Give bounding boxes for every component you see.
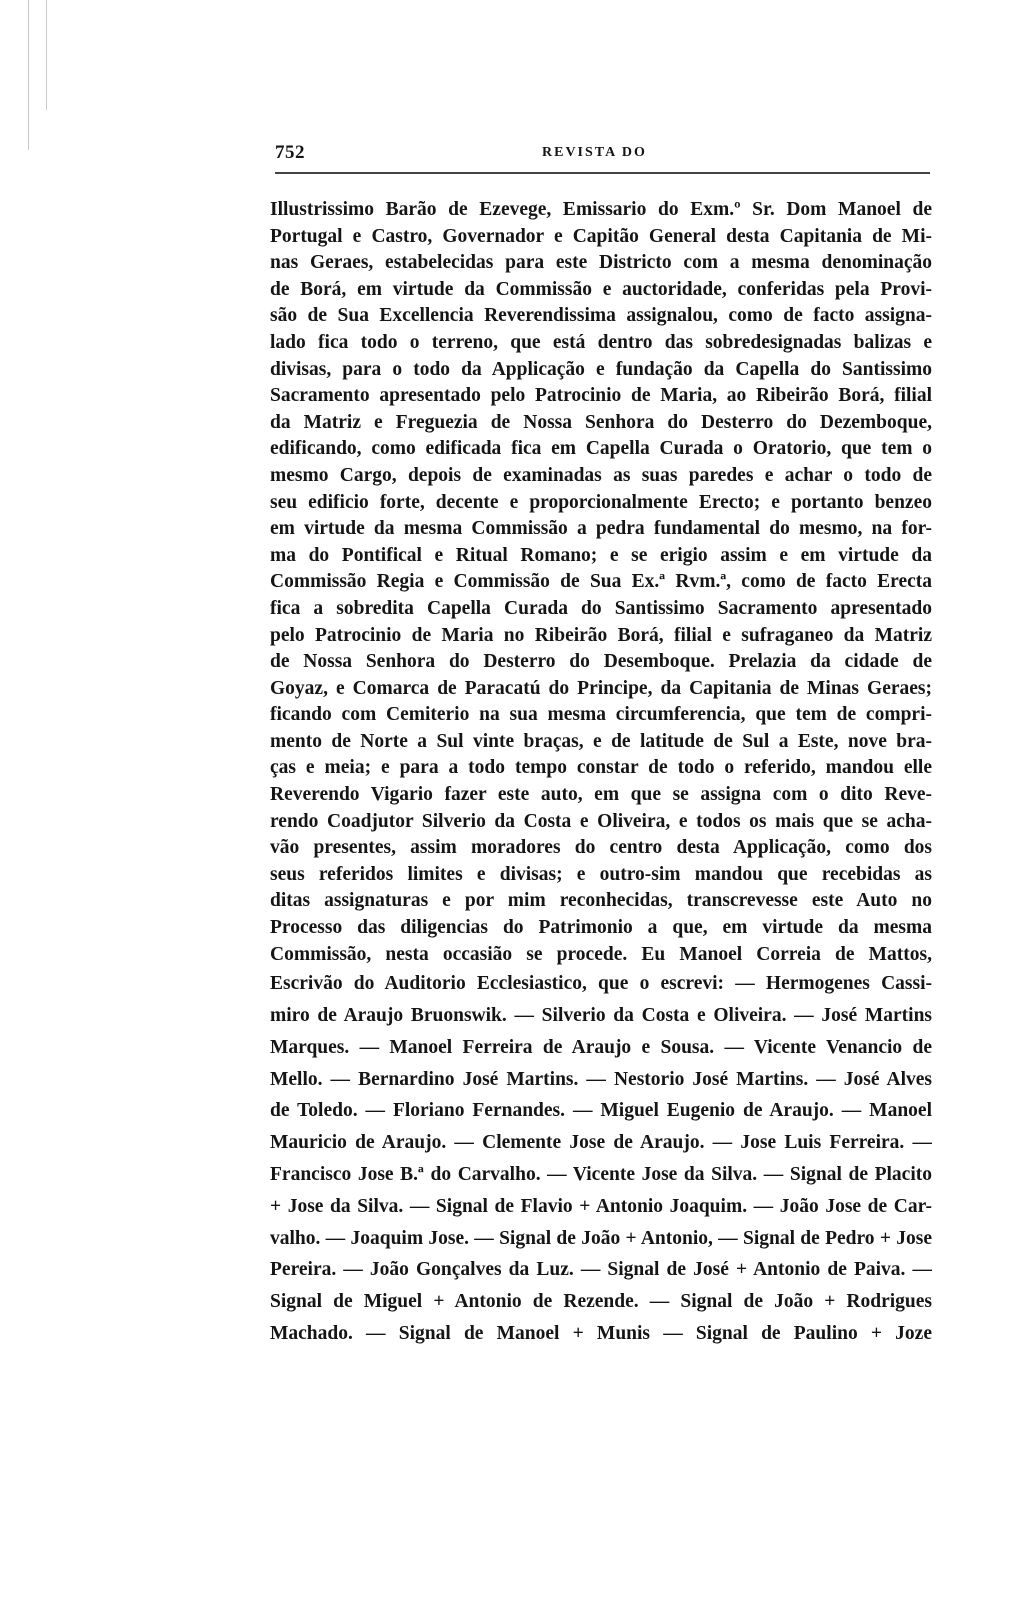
- text-line: pelo Patrocinio de Maria no Ribeirão Borá, filial e sufraganeo da Matriz: [270, 624, 932, 646]
- text-line: vão presentes, assim moradores do centro desta Applicação, como dos: [270, 837, 932, 859]
- text-line: nas Geraes, estabelecidas para este Districto com a mesma denominação: [270, 252, 932, 274]
- running-title: REVISTA DO: [542, 145, 647, 160]
- text-line: Commissão Regia e Commissão de Sua Ex.ª Rvm.ª, como de facto Erecta: [270, 571, 932, 593]
- header-rule: [275, 172, 930, 174]
- text-line: Commissão, nesta occasião se procede. Eu Manoel Correia de Mattos,: [270, 943, 932, 965]
- text-line: de Borá, em virtude da Commissão e auctoridade, conferidas pela Provi-: [270, 278, 932, 300]
- text-line: Escrivão do Auditorio Ecclesiastico, que o escrevi: — Hermogenes Cassi-: [270, 973, 932, 995]
- text-line: lado fica todo o terreno, que está dentro das sobredesignadas balizas e: [270, 331, 932, 353]
- text-line: miro de Araujo Bruonswik. — Silverio da Costa e Oliveira. — José Martins: [270, 1005, 932, 1027]
- text-line: de Nossa Senhora do Desterro do Desemboque. Prelazia da cidade de: [270, 651, 932, 673]
- text-line: Goyaz, e Comarca de Paracatú do Principe, da Capitania de Minas Geraes;: [270, 677, 932, 699]
- text-line: valho. — Joaquim Jose. — Signal de João + Antonio, — Signal de Pedro + Jose: [270, 1227, 932, 1249]
- text-line: ficando com Cemiterio na sua mesma circumferencia, que tem de compri-: [270, 704, 932, 726]
- text-line: Sacramento apresentado pelo Patrocinio de Maria, ao Ribeirão Borá, filial: [270, 385, 932, 407]
- text-line: ditas assignaturas e por mim reconhecidas, transcrevesse este Auto no: [270, 890, 932, 912]
- text-line: de Toledo. — Floriano Fernandes. — Miguel Eugenio de Araujo. — Manoel: [270, 1100, 932, 1122]
- text-line: Mello. — Bernardino José Martins. — Nestorio José Martins. — José Alves: [270, 1068, 932, 1090]
- text-line: ma do Pontifical e Ritual Romano; e se erigio assim e em virtude da: [270, 544, 932, 566]
- text-line: Portugal e Castro, Governador e Capitão General desta Capitania de Mi-: [270, 225, 932, 247]
- text-line: da Matriz e Freguezia de Nossa Senhora do Desterro do Dezemboque,: [270, 411, 932, 433]
- text-line: Machado. — Signal de Manoel + Munis — Signal de Paulino + Joze: [270, 1322, 932, 1344]
- text-line: são de Sua Excellencia Reverendissima assignalou, como de facto assigna-: [270, 305, 932, 327]
- text-line: fica a sobredita Capella Curada do Santissimo Sacramento apresentado: [270, 597, 932, 619]
- text-line: rendo Coadjutor Silverio da Costa e Oliveira, e todos os mais que se acha-: [270, 810, 932, 832]
- text-line: Marques. — Manoel Ferreira de Araujo e Sousa. — Vicente Venancio de: [270, 1036, 932, 1058]
- text-line: ças e meia; e para a todo tempo constar de todo o referido, mandou elle: [270, 757, 932, 779]
- text-line: Processo das diligencias do Patrimonio a que, em virtude da mesma: [270, 917, 932, 939]
- text-line: em virtude da mesma Commissão a pedra fundamental do mesmo, na for-: [270, 518, 932, 540]
- text-line: Signal de Miguel + Antonio de Rezende. — Signal de João + Rodrigues: [270, 1291, 932, 1313]
- text-line: Illustrissimo Barão de Ezevege, Emissario do Exm.º Sr. Dom Manoel de: [270, 199, 932, 220]
- binding-edge-line: [46, 0, 47, 110]
- text-line: Pereira. — João Gonçalves da Luz. — Signal de José + Antonio de Paiva. —: [270, 1259, 932, 1281]
- page-header: [275, 142, 930, 168]
- text-line: Reverendo Vigario fazer este auto, em que se assigna com o dito Reve-: [270, 784, 932, 806]
- body-text: [270, 197, 932, 1350]
- text-line: + Jose da Silva. — Signal de Flavio + Antonio Joaquim. — João Jose de Car-: [270, 1195, 932, 1217]
- page-number: 752: [275, 142, 305, 163]
- text-line: seus referidos limites e divisas; e outro-sim mandou que recebidas as: [270, 863, 932, 885]
- text-line: Mauricio de Araujo. — Clemente Jose de Araujo. — Jose Luis Ferreira. —: [270, 1132, 932, 1154]
- text-line: edificando, como edificada fica em Capella Curada o Oratorio, que tem o: [270, 438, 932, 460]
- text-line: mesmo Cargo, depois de examinadas as suas paredes e achar o todo de: [270, 464, 932, 486]
- text-line: divisas, para o todo da Applicação e fundação da Capella do Santissimo: [270, 358, 932, 380]
- text-line: seu edificio forte, decente e proporcionalmente Erecto; e portanto benzeo: [270, 491, 932, 513]
- text-line: mento de Norte a Sul vinte braças, e de latitude de Sul a Este, nove bra-: [270, 730, 932, 752]
- text-line: Francisco Jose B.ª do Carvalho. — Vicente Jose da Silva. — Signal de Placito: [270, 1164, 932, 1185]
- binding-edge-line: [28, 0, 29, 150]
